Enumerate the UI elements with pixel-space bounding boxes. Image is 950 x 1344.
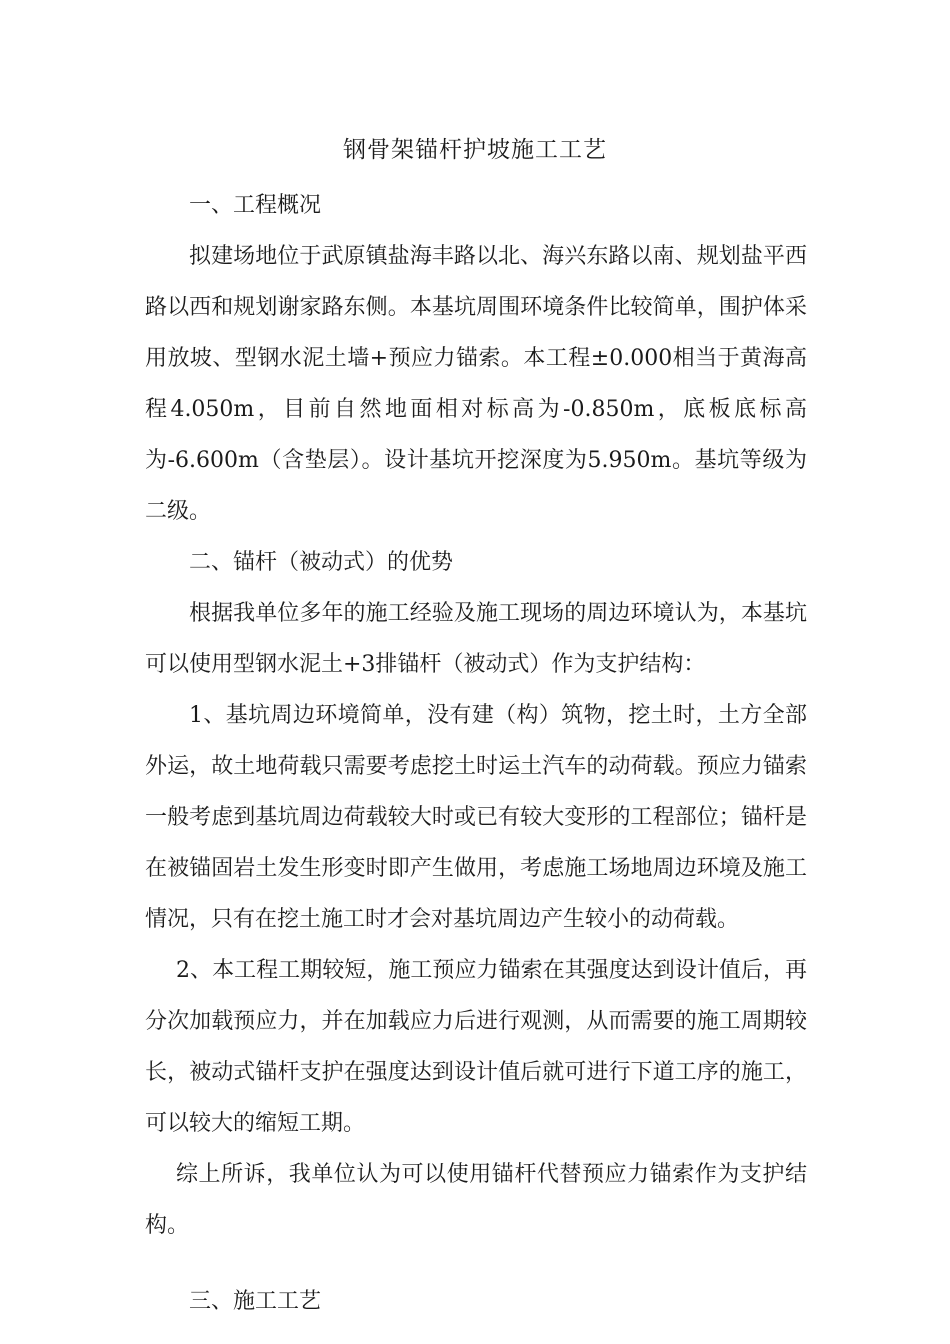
document-body	[145, 180, 807, 1327]
section-heading-process: 三、施工工艺	[189, 1289, 322, 1314]
list-item-advantage-1: 1、基坑周边环境简单，没有建（构）筑物，挖土时，土方全部外运，故土地荷载只需要考虑挖土时运土汽车的动荷载。预应力锚索一般考虑到基坑周边荷载较大时或已有较大变形的工程部位；锚杆是在被锚固岩土发生形变时即产生做用，考虑施工场地周边环境及施工情况，只有在挖土施工时才会对基坑周边产生较小的动荷载。	[145, 703, 807, 932]
paragraph-overview: 拟建场地位于武原镇盐海丰路以北、海兴东路以南、规划盐平西路以西和规划谢家路东侧。本基坑周围环境条件比较简单，围护体采用放坡、型钢水泥土墙+预应力锚索。本工程±0.000相当于黄海高程4.050m，目前自然地面相对标高为-0.850m，底板底标高为-6.600m（含垫层）。设计基坑开挖深度为5.950m。基坑等级为二级。	[145, 244, 807, 524]
paragraph-summary: 综上所诉，我单位认为可以使用锚杆代替预应力锚索作为支护结构。	[145, 1162, 807, 1238]
paragraph-advantages-intro: 根据我单位多年的施工经验及施工现场的周边环境认为，本基坑可以使用型钢水泥土+3排锚杆（被动式）作为支护结构：	[145, 601, 807, 677]
section-heading-overview: 一、工程概况	[189, 193, 322, 218]
section-heading-advantages: 二、锚杆（被动式）的优势	[189, 550, 454, 575]
document-title: 钢骨架锚杆护坡施工工艺	[343, 137, 607, 163]
list-item-advantage-2: 2、本工程工期较短，施工预应力锚索在其强度达到设计值后，再分次加载预应力，并在加载应力后进行观测，从而需要的施工周期较长，被动式锚杆支护在强度达到设计值后就可进行下道工序的施工，可以较大的缩短工期。	[145, 958, 807, 1136]
